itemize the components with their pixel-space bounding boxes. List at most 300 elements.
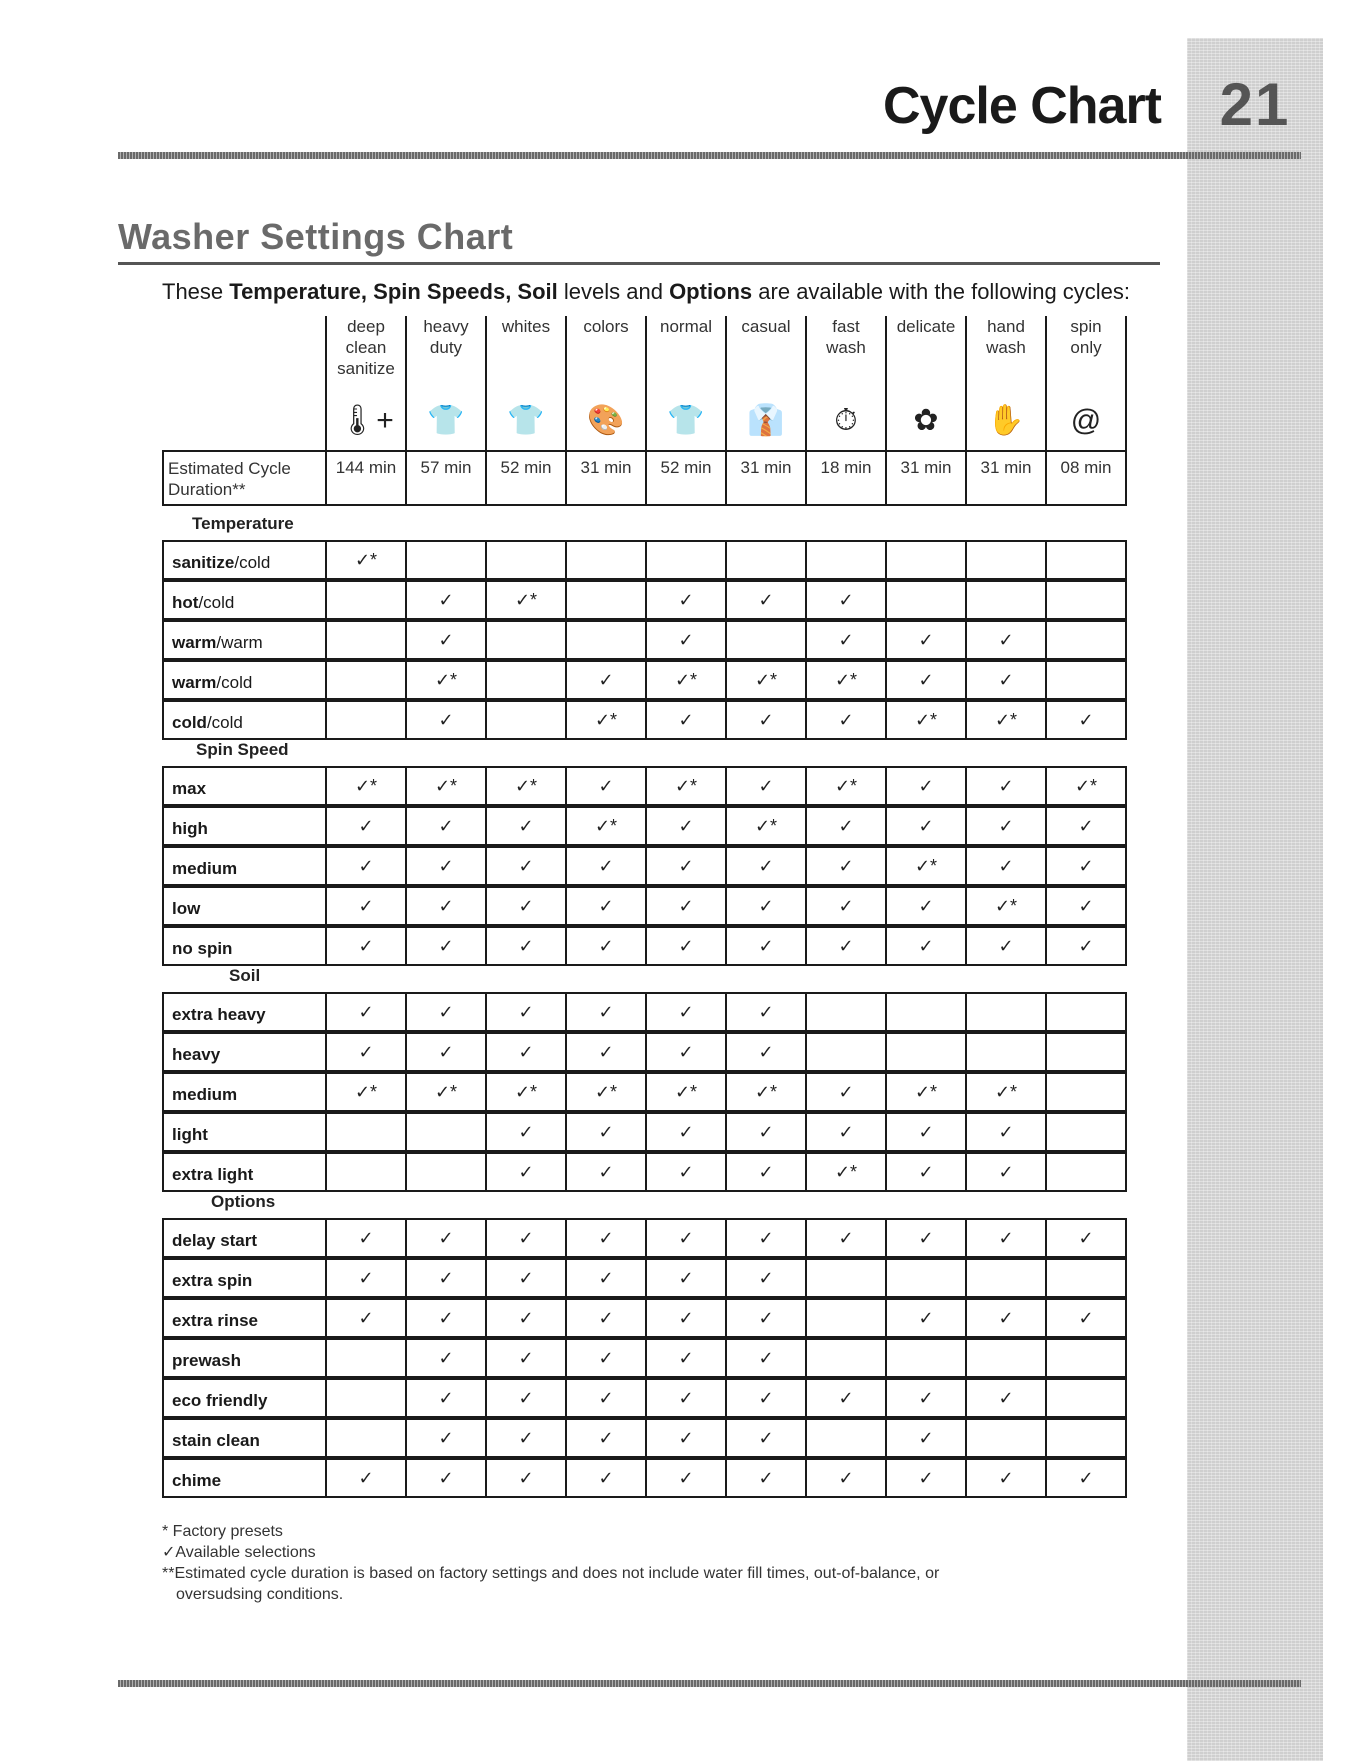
- check-cell: ✓: [885, 1220, 965, 1256]
- footnote-duration: **Estimated cycle duration is based on factory settings and does not include water fill times, out-of-balance, or: [162, 1565, 940, 1582]
- check-cell: ✓: [325, 1034, 405, 1070]
- table-row: [162, 886, 1127, 926]
- check-cell: ✓: [1045, 702, 1125, 738]
- check-cell: ✓: [485, 1300, 565, 1336]
- empty-cell: [485, 702, 565, 738]
- check-cell: ✓: [1045, 1220, 1125, 1256]
- check-cell: ✓: [645, 888, 725, 924]
- cycle-header-label: hand: [987, 317, 1025, 336]
- check-default-cell: ✓*: [485, 768, 565, 804]
- table-row: [162, 660, 1127, 700]
- check-cell: ✓: [725, 848, 805, 884]
- cycle-header-label: only: [1070, 338, 1102, 357]
- check-default-cell: ✓*: [805, 1154, 885, 1190]
- duration-cell: 52 min: [645, 452, 725, 504]
- empty-cell: [405, 542, 485, 578]
- check-cell: ✓: [325, 994, 405, 1030]
- check-cell: ✓: [885, 1380, 965, 1416]
- duration-cell: 08 min: [1045, 452, 1125, 504]
- row-label: warm/cold: [172, 673, 253, 692]
- table-row: [162, 1112, 1127, 1152]
- check-default-cell: ✓*: [965, 702, 1045, 738]
- empty-cell: [325, 1114, 405, 1150]
- check-default-cell: ✓*: [885, 1074, 965, 1110]
- check-cell: ✓: [725, 702, 805, 738]
- empty-cell: [1045, 1340, 1125, 1376]
- check-cell: ✓: [645, 1260, 725, 1296]
- check-cell: ✓: [885, 928, 965, 964]
- check-cell: ✓: [405, 1300, 485, 1336]
- check-cell: ✓: [725, 1300, 805, 1336]
- check-cell: ✓: [565, 768, 645, 804]
- check-cell: ✓: [965, 662, 1045, 698]
- empty-cell: [965, 1034, 1045, 1070]
- empty-cell: [965, 1260, 1045, 1296]
- check-cell: ✓: [885, 808, 965, 844]
- cycle-header-label: whites: [501, 317, 551, 336]
- duration-cell: 57 min: [405, 452, 485, 504]
- row-label: medium: [172, 859, 238, 878]
- cycle-header-label: sanitize: [337, 359, 395, 378]
- row-label: heavy: [172, 1045, 221, 1064]
- check-cell: ✓: [405, 702, 485, 738]
- check-default-cell: ✓*: [485, 582, 565, 618]
- table-row: [162, 620, 1127, 660]
- check-cell: ✓: [645, 1154, 725, 1190]
- duration-cell: 31 min: [965, 452, 1045, 504]
- empty-cell: [325, 1380, 405, 1416]
- heavy-shirt-icon: 👕: [427, 403, 465, 437]
- thermometer-plus-icon: 🌡+: [338, 403, 394, 437]
- check-cell: ✓: [565, 888, 645, 924]
- check-cell: ✓: [805, 1114, 885, 1150]
- check-cell: ✓: [725, 768, 805, 804]
- check-cell: ✓: [725, 1260, 805, 1296]
- empty-cell: [1045, 1034, 1125, 1070]
- check-cell: ✓: [485, 1114, 565, 1150]
- empty-cell: [405, 1114, 485, 1150]
- table-row: [162, 1458, 1127, 1498]
- cycle-header-whites: [485, 316, 565, 450]
- check-cell: ✓: [405, 888, 485, 924]
- empty-cell: [405, 1154, 485, 1190]
- row-label: delay start: [172, 1231, 258, 1250]
- check-cell: ✓: [485, 1460, 565, 1496]
- check-default-cell: ✓*: [885, 702, 965, 738]
- check-cell: ✓: [805, 928, 885, 964]
- check-cell: ✓: [965, 1220, 1045, 1256]
- check-cell: ✓: [485, 1420, 565, 1456]
- check-cell: ✓: [405, 1034, 485, 1070]
- empty-cell: [565, 542, 645, 578]
- check-default-cell: ✓*: [725, 808, 805, 844]
- cycle-header-label: fast: [832, 317, 860, 336]
- empty-cell: [565, 582, 645, 618]
- check-cell: ✓: [485, 1340, 565, 1376]
- check-cell: ✓: [405, 1420, 485, 1456]
- table-row: [162, 580, 1127, 620]
- check-cell: ✓: [645, 994, 725, 1030]
- check-default-cell: ✓*: [405, 662, 485, 698]
- check-default-cell: ✓*: [565, 702, 645, 738]
- empty-cell: [965, 582, 1045, 618]
- empty-cell: [725, 622, 805, 658]
- section-divider: [118, 262, 1160, 265]
- hand-basin-icon: ✋: [987, 403, 1025, 437]
- check-cell: ✓: [645, 1114, 725, 1150]
- check-default-cell: ✓*: [405, 1074, 485, 1110]
- check-cell: ✓: [325, 1460, 405, 1496]
- check-cell: ✓: [805, 808, 885, 844]
- check-cell: ✓: [725, 1154, 805, 1190]
- empty-cell: [965, 1340, 1045, 1376]
- table-row: [162, 1072, 1127, 1112]
- footnote-available: ✓Available selections: [162, 1544, 316, 1561]
- table-row: [162, 846, 1127, 886]
- cycle-header-casual: [725, 316, 805, 450]
- check-default-cell: ✓*: [725, 662, 805, 698]
- check-cell: ✓: [885, 622, 965, 658]
- empty-cell: [805, 542, 885, 578]
- empty-cell: [325, 622, 405, 658]
- bottom-divider: [118, 1680, 1301, 1687]
- empty-cell: [485, 542, 565, 578]
- duration-cell: 18 min: [805, 452, 885, 504]
- check-cell: ✓: [405, 622, 485, 658]
- check-cell: ✓: [565, 1114, 645, 1150]
- check-cell: ✓: [965, 1460, 1045, 1496]
- empty-cell: [325, 662, 405, 698]
- check-cell: ✓: [645, 1340, 725, 1376]
- check-default-cell: ✓*: [1045, 768, 1125, 804]
- flower-icon: ✿: [913, 403, 939, 437]
- empty-cell: [965, 542, 1045, 578]
- empty-cell: [1045, 1114, 1125, 1150]
- check-cell: ✓: [405, 1460, 485, 1496]
- check-cell: ✓: [1045, 888, 1125, 924]
- check-cell: ✓: [725, 1420, 805, 1456]
- table-row: [162, 540, 1127, 580]
- check-cell: ✓: [805, 1074, 885, 1110]
- cycle-header-heavy-duty: [405, 316, 485, 450]
- intro-text: These Temperature, Spin Speeds, Soil levels and Options are available with the following cycles:: [162, 279, 1131, 304]
- check-cell: ✓: [725, 928, 805, 964]
- check-cell: ✓: [325, 888, 405, 924]
- row-label: stain clean: [172, 1431, 260, 1450]
- header-right-border: [1125, 316, 1127, 450]
- check-cell: ✓: [965, 622, 1045, 658]
- empty-cell: [805, 1340, 885, 1376]
- check-cell: ✓: [645, 582, 725, 618]
- empty-cell: [805, 1034, 885, 1070]
- empty-cell: [805, 1420, 885, 1456]
- check-cell: ✓: [565, 1300, 645, 1336]
- empty-cell: [325, 1420, 405, 1456]
- check-cell: ✓: [485, 1034, 565, 1070]
- check-cell: ✓: [1045, 848, 1125, 884]
- check-default-cell: ✓*: [645, 662, 725, 698]
- check-cell: ✓: [725, 1380, 805, 1416]
- empty-cell: [325, 702, 405, 738]
- check-cell: ✓: [885, 1154, 965, 1190]
- check-cell: ✓: [645, 1460, 725, 1496]
- empty-cell: [805, 1300, 885, 1336]
- empty-cell: [885, 1260, 965, 1296]
- check-cell: ✓: [645, 702, 725, 738]
- check-cell: ✓: [645, 1034, 725, 1070]
- check-cell: ✓: [645, 622, 725, 658]
- empty-cell: [885, 582, 965, 618]
- fast-clock-icon: ⏱: [834, 403, 858, 437]
- check-cell: ✓: [965, 1300, 1045, 1336]
- top-divider: [118, 152, 1301, 159]
- empty-cell: [1045, 1380, 1125, 1416]
- row-label: light: [172, 1125, 208, 1144]
- check-cell: ✓: [1045, 1300, 1125, 1336]
- check-cell: ✓: [885, 1114, 965, 1150]
- cycle-header-label: clean: [345, 338, 387, 357]
- row-label: extra heavy: [172, 1005, 266, 1024]
- cycle-header-label: normal: [660, 317, 712, 336]
- check-cell: ✓: [325, 1260, 405, 1296]
- check-cell: ✓: [965, 848, 1045, 884]
- check-cell: ✓: [565, 1260, 645, 1296]
- table-row: [162, 1152, 1127, 1192]
- empty-cell: [565, 622, 645, 658]
- check-default-cell: ✓*: [325, 1074, 405, 1110]
- check-cell: ✓: [885, 1300, 965, 1336]
- check-cell: ✓: [325, 808, 405, 844]
- check-cell: ✓: [645, 928, 725, 964]
- row-label: low: [172, 899, 201, 918]
- check-cell: ✓: [805, 622, 885, 658]
- check-cell: ✓: [565, 994, 645, 1030]
- table-row: [162, 1218, 1127, 1258]
- empty-cell: [805, 1260, 885, 1296]
- cycle-header-spin-only: [1045, 316, 1125, 450]
- check-cell: ✓: [565, 1154, 645, 1190]
- row-label: hot/cold: [172, 593, 235, 612]
- row-label: warm/warm: [172, 633, 263, 652]
- check-cell: ✓: [725, 582, 805, 618]
- group-title-temperature: Temperature: [192, 514, 294, 533]
- empty-cell: [885, 1034, 965, 1070]
- check-cell: ✓: [645, 808, 725, 844]
- check-cell: ✓: [805, 848, 885, 884]
- empty-cell: [1045, 1260, 1125, 1296]
- group-title-options: Options: [211, 1192, 276, 1211]
- check-default-cell: ✓*: [645, 768, 725, 804]
- duration-cell: 144 min: [325, 452, 405, 504]
- check-cell: ✓: [805, 702, 885, 738]
- check-cell: ✓: [565, 1420, 645, 1456]
- duration-cell: 31 min: [565, 452, 645, 504]
- check-cell: ✓: [965, 928, 1045, 964]
- check-cell: ✓: [405, 928, 485, 964]
- check-default-cell: ✓*: [565, 808, 645, 844]
- empty-cell: [1045, 542, 1125, 578]
- duration-label: Estimated Cycle Duration**: [168, 459, 291, 499]
- check-default-cell: ✓*: [805, 662, 885, 698]
- check-cell: ✓: [405, 808, 485, 844]
- check-cell: ✓: [485, 808, 565, 844]
- check-cell: ✓: [725, 1114, 805, 1150]
- check-cell: ✓: [885, 1420, 965, 1456]
- side-tab: [1187, 38, 1323, 1761]
- cycle-header-label: wash: [986, 338, 1026, 357]
- check-cell: ✓: [325, 928, 405, 964]
- page-number: 21: [1219, 71, 1291, 138]
- check-cell: ✓: [325, 1300, 405, 1336]
- check-cell: ✓: [885, 1460, 965, 1496]
- check-cell: ✓: [565, 928, 645, 964]
- empty-cell: [1045, 1154, 1125, 1190]
- check-cell: ✓: [405, 1260, 485, 1296]
- check-cell: ✓: [885, 662, 965, 698]
- empty-cell: [1045, 994, 1125, 1030]
- check-cell: ✓: [645, 1380, 725, 1416]
- group-title-soil: Soil: [229, 966, 261, 985]
- footnotes: [162, 1521, 939, 1605]
- empty-cell: [325, 1154, 405, 1190]
- check-default-cell: ✓*: [325, 768, 405, 804]
- footnote-duration-cont: oversudsing conditions.: [176, 1586, 344, 1603]
- check-cell: ✓: [485, 1154, 565, 1190]
- cycle-header-colors: [565, 316, 645, 450]
- row-label: cold/cold: [172, 713, 243, 732]
- check-cell: ✓: [805, 1460, 885, 1496]
- group-title-spin-speed: Spin Speed: [196, 740, 289, 759]
- row-label: extra spin: [172, 1271, 253, 1290]
- table-row: [162, 992, 1127, 1032]
- check-cell: ✓: [565, 1034, 645, 1070]
- cycle-header-delicate: [885, 316, 965, 450]
- empty-cell: [965, 994, 1045, 1030]
- check-cell: ✓: [965, 1114, 1045, 1150]
- check-cell: ✓: [805, 1380, 885, 1416]
- empty-cell: [645, 542, 725, 578]
- duration-cell: 52 min: [485, 452, 565, 504]
- page-title: Cycle Chart: [883, 77, 1161, 135]
- table-row: [162, 1258, 1127, 1298]
- duration-cell: 31 min: [885, 452, 965, 504]
- check-cell: ✓: [885, 768, 965, 804]
- check-cell: ✓: [1045, 928, 1125, 964]
- cycle-header-label: colors: [583, 317, 629, 336]
- check-cell: ✓: [565, 1460, 645, 1496]
- empty-cell: [1045, 662, 1125, 698]
- empty-cell: [885, 994, 965, 1030]
- row-label: sanitize/cold: [172, 553, 271, 572]
- footnote-factory: * Factory presets: [162, 1523, 283, 1540]
- check-default-cell: ✓*: [645, 1074, 725, 1110]
- check-cell: ✓: [405, 994, 485, 1030]
- empty-cell: [1045, 622, 1125, 658]
- empty-cell: [485, 622, 565, 658]
- palette-icon: 🎨: [587, 403, 625, 437]
- cycle-header-deep-clean-sanitize: [325, 316, 405, 450]
- check-cell: ✓: [965, 768, 1045, 804]
- empty-cell: [885, 542, 965, 578]
- cycle-header-label: heavy: [423, 317, 469, 336]
- empty-cell: [1045, 582, 1125, 618]
- check-default-cell: ✓*: [325, 542, 405, 578]
- cycle-header-label: duty: [429, 338, 463, 357]
- spiral-icon: @: [1070, 403, 1102, 437]
- table-row: [162, 1032, 1127, 1072]
- check-cell: ✓: [485, 928, 565, 964]
- check-cell: ✓: [965, 808, 1045, 844]
- check-default-cell: ✓*: [885, 848, 965, 884]
- row-label: extra light: [172, 1165, 254, 1184]
- check-cell: ✓: [885, 888, 965, 924]
- check-cell: ✓: [805, 1220, 885, 1256]
- check-default-cell: ✓*: [965, 1074, 1045, 1110]
- check-cell: ✓: [1045, 808, 1125, 844]
- row-label: eco friendly: [172, 1391, 268, 1410]
- check-cell: ✓: [565, 662, 645, 698]
- casual-shirt-icon: 👔: [747, 403, 785, 437]
- row-label: no spin: [172, 939, 233, 958]
- table-row: [162, 700, 1127, 740]
- check-cell: ✓: [485, 1260, 565, 1296]
- check-cell: ✓: [1045, 1460, 1125, 1496]
- empty-cell: [725, 542, 805, 578]
- table-row: [162, 1338, 1127, 1378]
- row-label: medium: [172, 1085, 238, 1104]
- cycle-header-hand-wash: [965, 316, 1045, 450]
- check-cell: ✓: [725, 994, 805, 1030]
- check-default-cell: ✓*: [805, 768, 885, 804]
- table-row: [162, 806, 1127, 846]
- table-row: [162, 926, 1127, 966]
- check-cell: ✓: [485, 888, 565, 924]
- check-cell: ✓: [645, 1300, 725, 1336]
- check-cell: ✓: [485, 1380, 565, 1416]
- check-cell: ✓: [565, 1340, 645, 1376]
- check-cell: ✓: [725, 1220, 805, 1256]
- check-default-cell: ✓*: [405, 768, 485, 804]
- row-label: extra rinse: [172, 1311, 258, 1330]
- duration-row: [162, 450, 1127, 506]
- check-cell: ✓: [645, 1420, 725, 1456]
- empty-cell: [325, 582, 405, 618]
- check-cell: ✓: [725, 1340, 805, 1376]
- empty-cell: [1045, 1420, 1125, 1456]
- table-row: [162, 1418, 1127, 1458]
- table-row: [162, 1378, 1127, 1418]
- check-cell: ✓: [405, 1380, 485, 1416]
- empty-cell: [325, 1340, 405, 1376]
- check-cell: ✓: [805, 888, 885, 924]
- cycle-header-fast-wash: [805, 316, 885, 450]
- check-cell: ✓: [485, 848, 565, 884]
- check-cell: ✓: [805, 582, 885, 618]
- empty-cell: [965, 1420, 1045, 1456]
- check-cell: ✓: [405, 582, 485, 618]
- check-default-cell: ✓*: [965, 888, 1045, 924]
- cycle-header-label: wash: [826, 338, 866, 357]
- row-label: chime: [172, 1471, 222, 1490]
- empty-cell: [885, 1340, 965, 1376]
- check-cell: ✓: [405, 1220, 485, 1256]
- check-default-cell: ✓*: [565, 1074, 645, 1110]
- check-cell: ✓: [325, 1220, 405, 1256]
- check-cell: ✓: [565, 1380, 645, 1416]
- section-title: Washer Settings Chart: [118, 216, 514, 257]
- check-cell: ✓: [405, 1340, 485, 1376]
- table-row: [162, 766, 1127, 806]
